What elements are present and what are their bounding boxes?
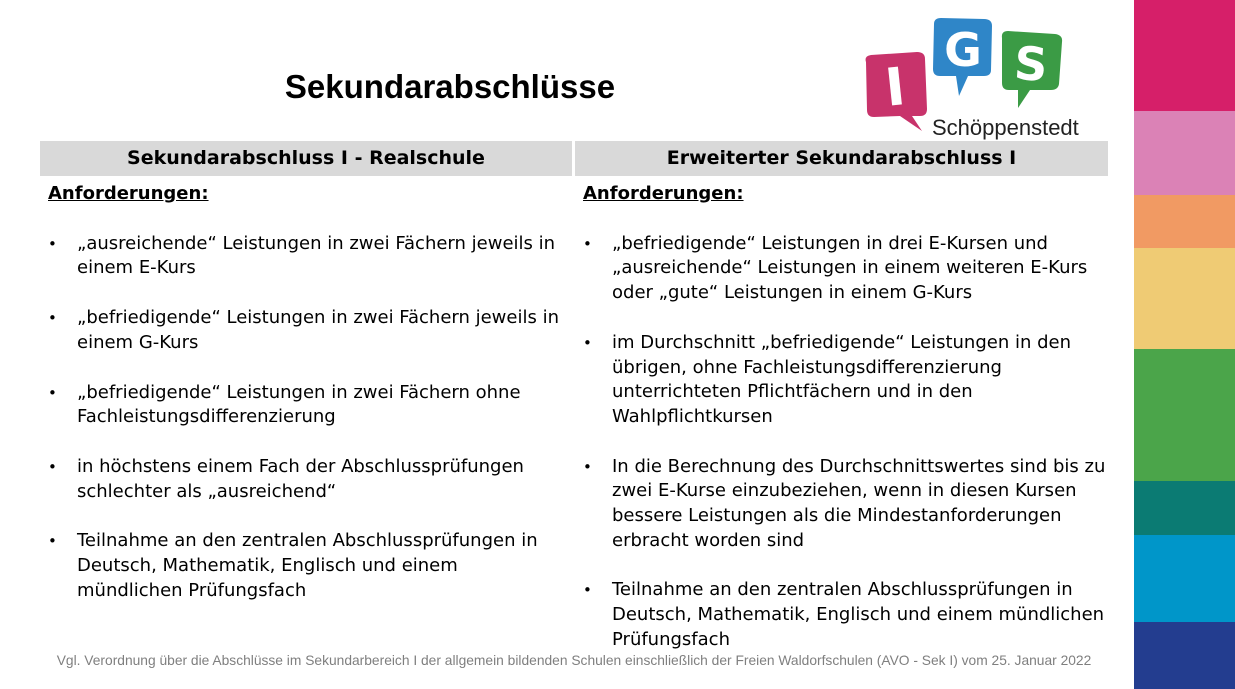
stripe-orange [1134, 195, 1235, 248]
logo-bubble-g [933, 18, 992, 96]
left-requirements-label: Anforderungen: [48, 183, 209, 204]
color-stripes [1134, 0, 1235, 689]
list-item: • „ausreichende“ Leistungen in zwei Fächern jeweils in einem E-Kurs [48, 232, 556, 279]
list-item: • „befriedigende“ Leistungen in drei E-Kursen und „ausreichende“ Leistungen in einem weiteren E-Kurs oder „gute“ Leistungen in einem G-Kurs [583, 232, 1088, 304]
bullet-icon: • [583, 234, 592, 253]
bullet-icon: • [48, 457, 57, 476]
logo-letter-i: I [882, 57, 908, 119]
stripe-pink [1134, 111, 1235, 195]
list-item: • „befriedigende“ Leistungen in zwei Fächern jeweils in einem G-Kurs [48, 307, 559, 353]
left-column [48, 182, 568, 628]
stripe-green [1134, 349, 1235, 481]
list-item: • Teilnahme an den zentralen Abschlussprüfungen in Deutsch, Mathematik, Englisch und einem mündlichen Prüfungsfach [48, 530, 538, 601]
right-requirements-label: Anforderungen: [583, 183, 744, 204]
bullet-icon: • [48, 532, 57, 551]
list-item: • „befriedigende“ Leistungen in zwei Fächern ohne Fachleistungsdifferenzierung [48, 381, 521, 428]
logo-letter-s: S [1012, 35, 1050, 93]
stripe-dark-blue [1134, 622, 1235, 689]
bullet-icon: • [48, 309, 57, 328]
logo-letter-g: G [944, 23, 982, 77]
bullet-icon: • [583, 333, 592, 352]
stripe-light-blue [1134, 535, 1235, 622]
right-requirements-list [583, 232, 1108, 653]
list-item: • in höchstens einem Fach der Abschlussprüfungen schlechter als „ausreichend“ [48, 455, 524, 502]
stripe-yellow [1134, 248, 1235, 349]
source-footnote: Vgl. Verordnung über die Abschlüsse im Sekundarbereich I der allgemein bildenden Schulen einschließlich der Freien Waldorfschulen (AVO - Sek I) vom 25. Januar 2022 [56, 653, 1092, 668]
list-item: • im Durchschnitt „befriedigende“ Leistungen in den übrigen, ohne Fachleistungsdifferenzierung unterrichteten Pflichtfächern und in den Wahlpflichtkursen [583, 331, 1071, 427]
stripe-teal [1134, 481, 1235, 535]
logo-bubble-i [866, 52, 927, 131]
list-item: • In die Berechnung des Durchschnittswertes sind bis zu zwei E-Kurse einzubeziehen, wenn in diesen Kursen bessere Leistungen als die Mindestanforderungen erbracht worden sind [583, 455, 1106, 551]
left-requirements-list [48, 232, 568, 604]
bullet-icon: • [583, 457, 592, 476]
bullet-icon: • [48, 234, 57, 253]
right-column [583, 182, 1108, 678]
bullet-icon: • [583, 581, 592, 600]
slide-title: Sekundarabschlüsse [284, 68, 616, 105]
list-item: • Teilnahme an den zentralen Abschlussprüfungen in Deutsch, Mathematik, Englisch und einem mündlichen Prüfungsfach [583, 579, 1105, 650]
right-column-header: Erweiterter Sekundarabschluss I [575, 141, 1108, 176]
logo-bubble-s [1002, 31, 1062, 108]
left-column-header: Sekundarabschluss I - Realschule [40, 141, 572, 176]
logo-school-name: Schöppenstedt [932, 115, 1079, 140]
stripe-magenta [1134, 0, 1235, 111]
bullet-icon: • [48, 383, 57, 402]
